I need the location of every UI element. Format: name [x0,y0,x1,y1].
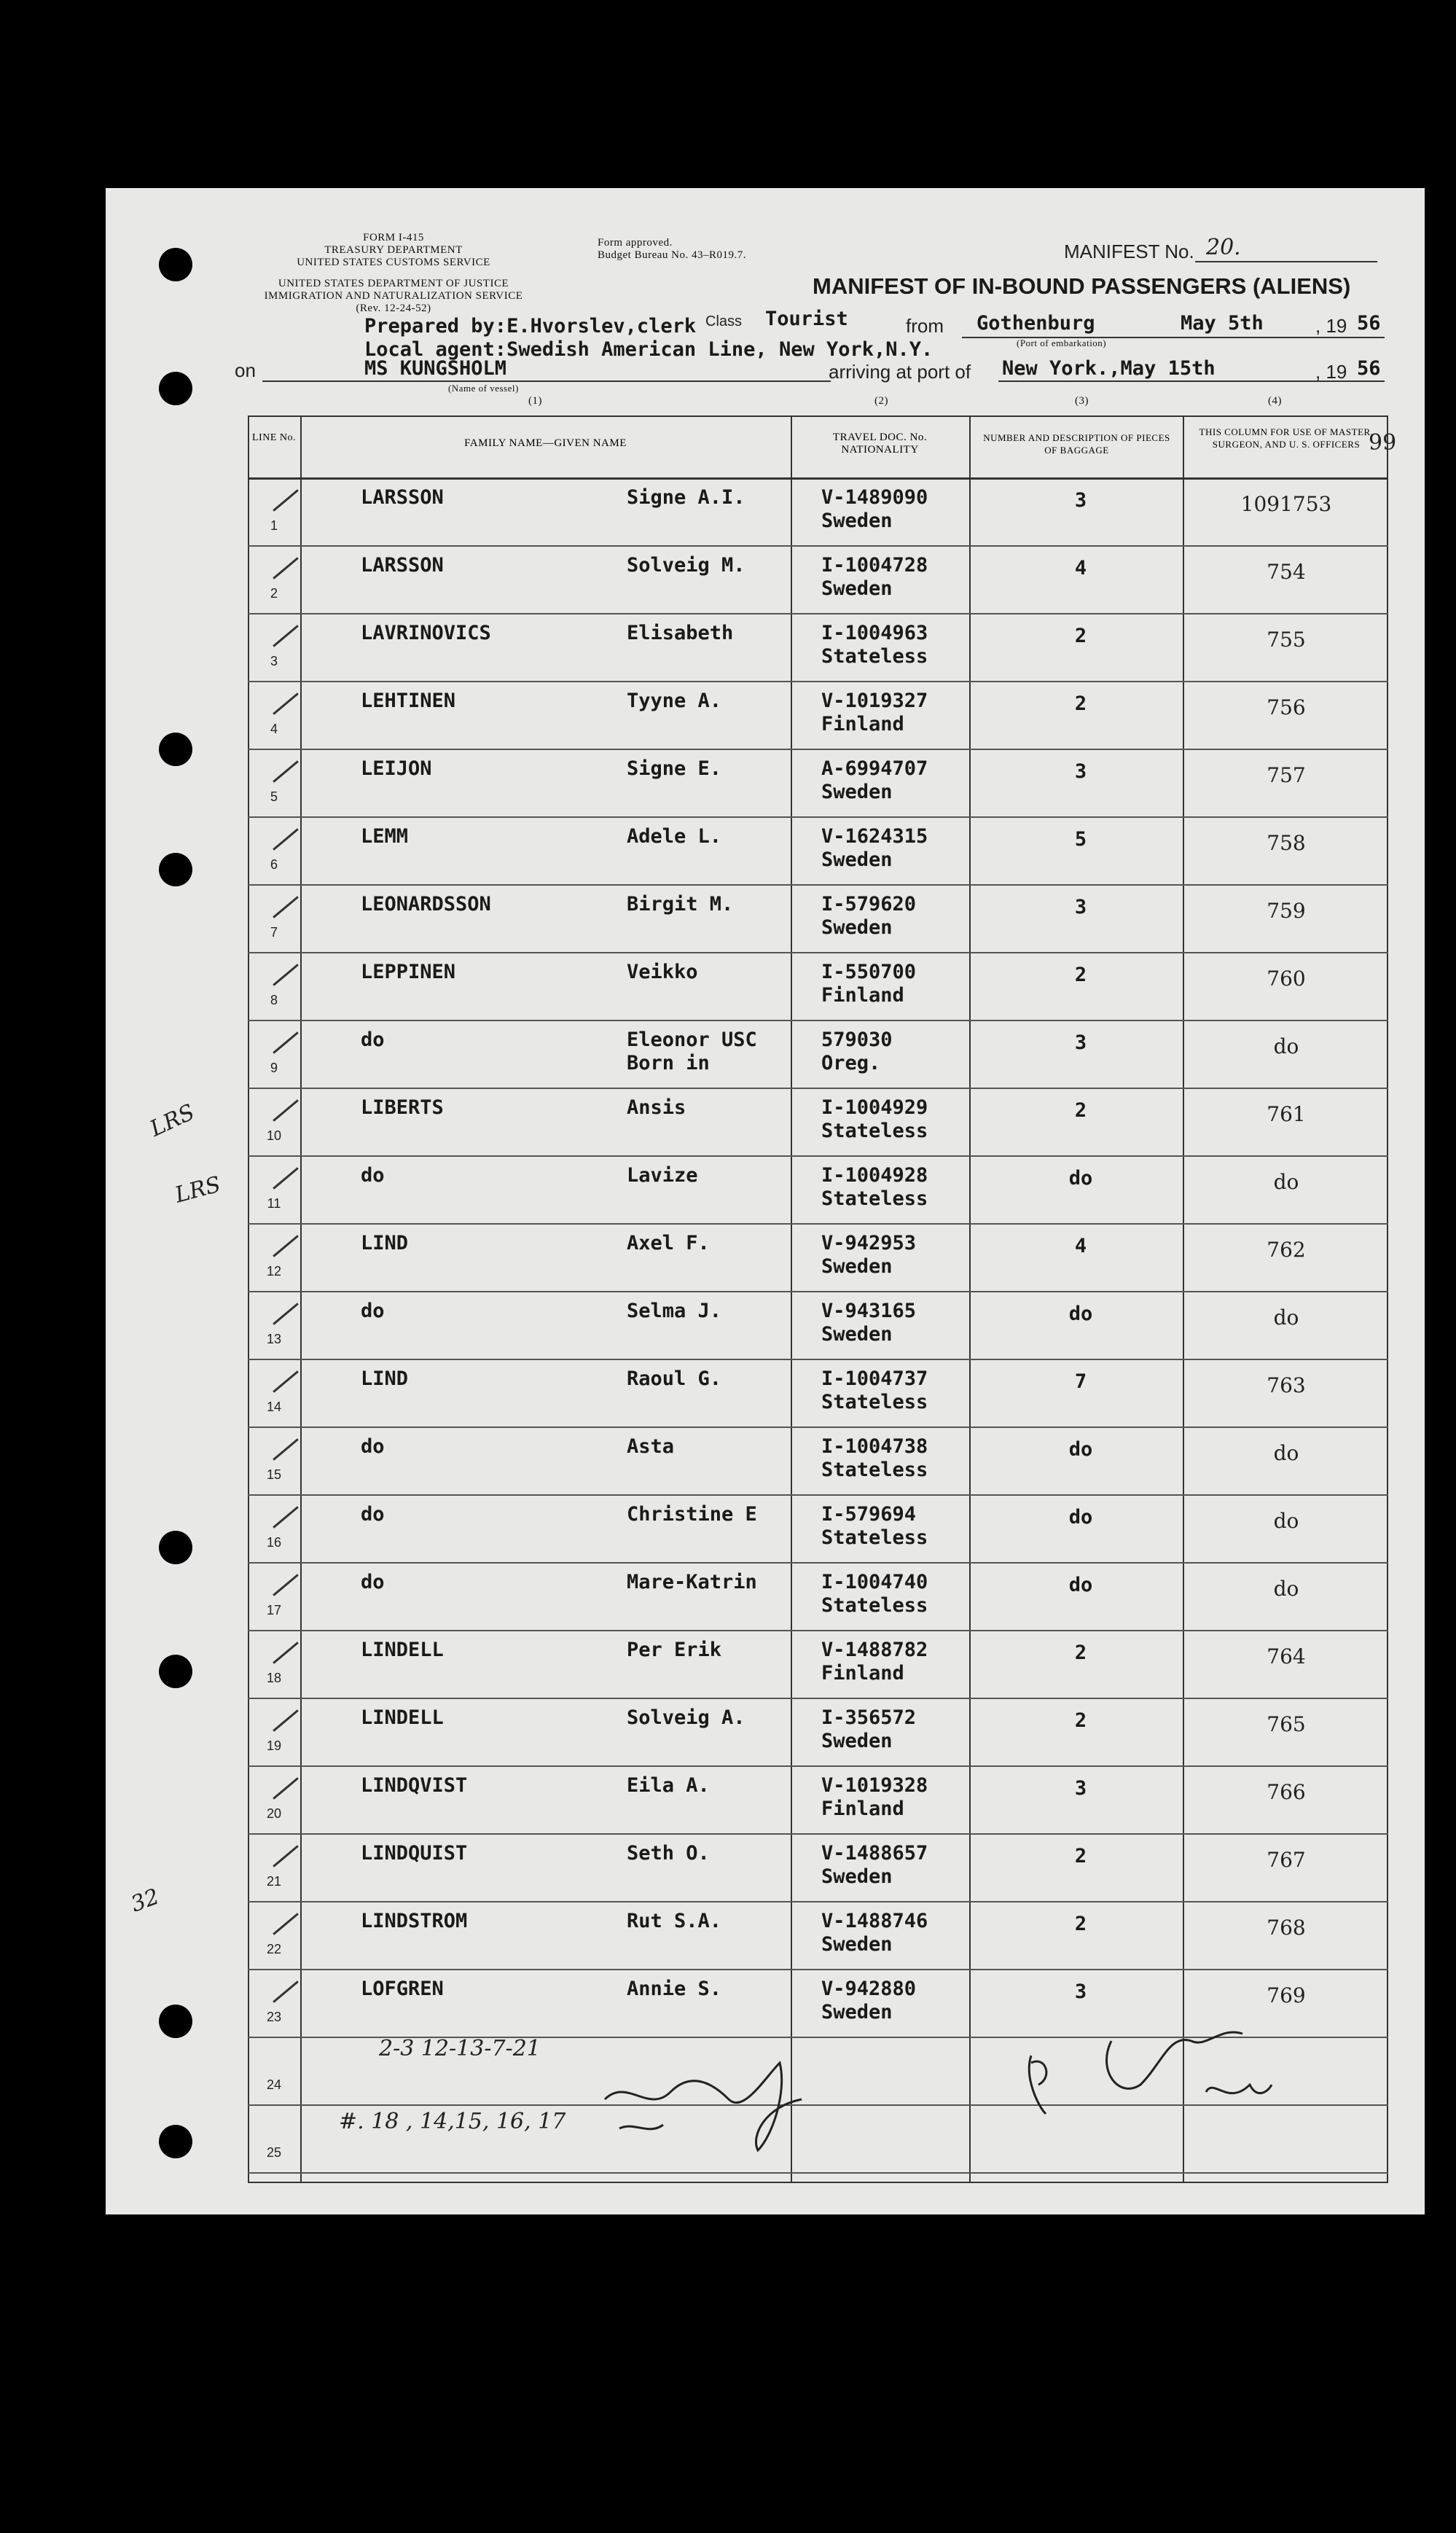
table-row [248,816,1388,886]
doc-number: I-579694 [821,1503,917,1526]
doc-number: V-943165 [821,1300,917,1322]
col-header-baggage: NUMBER AND DESCRIPTION OF PIECES OF BAGGAGE [983,432,1170,456]
officer-number: 767 [1267,1848,1306,1872]
baggage-count: 4 [1074,557,1087,579]
nationality: Sweden [821,781,893,803]
travel-doc [821,893,916,940]
check-mark [273,1506,299,1529]
doc-number: V-1489090 [821,486,928,509]
line-number: 18 [266,1671,282,1685]
manifest-number: 20. [1206,235,1241,260]
table-row [248,1765,1388,1835]
officer-number: 760 [1267,967,1306,991]
nationality: Stateless [821,1187,928,1210]
nationality: Sweden [821,1933,893,1956]
margin-note-3: 32 [128,1884,163,1918]
family-name: LINDELL [361,1706,444,1729]
baggage-count: 4 [1074,1235,1087,1257]
punch-hole [159,853,192,886]
check-mark [273,1167,299,1190]
table-row [248,1291,1388,1360]
doc-number: I-1004929 [821,1096,928,1119]
nationality: Finland [821,1662,904,1685]
depart-date: May 5th [1181,312,1264,335]
line-number: 13 [266,1332,282,1346]
prepared-by: Prepared by:E.Hvorslev,clerk [364,315,697,337]
check-mark [273,1709,299,1732]
line-number: 24 [266,2077,282,2092]
nationality: Sweden [821,1865,893,1888]
baggage-count: 2 [1074,1642,1087,1664]
travel-doc [821,961,916,1007]
officer-number: 761 [1267,1102,1306,1126]
officer-number: 764 [1267,1644,1306,1668]
line-number: 1 [270,518,278,533]
line-number: 23 [266,2010,282,2024]
table-row [248,1630,1388,1699]
doc-number: V-942953 [821,1232,917,1254]
travel-doc [821,622,928,668]
approval-block [598,237,746,262]
table-row [248,1359,1388,1428]
officer-number: 758 [1267,831,1306,855]
given-name: Rut S.A. [627,1910,722,1932]
doc-number: V-942880 [821,1978,917,2000]
family-name: LEIJON [361,757,432,780]
line-number: 14 [266,1400,282,1414]
check-mark [273,1642,299,1664]
check-mark [273,557,299,579]
arrival-line [998,380,1385,382]
baggage-count: do [1068,1506,1093,1529]
officer-number: do [1273,1305,1299,1330]
travel-doc [821,757,928,804]
family-name: LINDELL [361,1639,444,1661]
customs-service: UNITED STATES CUSTOMS SERVICE [297,257,490,268]
table-row [248,749,1388,818]
given-name: Elisabeth [627,622,734,644]
check-mark [273,1370,299,1393]
travel-doc [821,1910,928,1956]
travel-doc [821,1367,928,1414]
on-label: on [235,359,256,381]
depart-year: 56 [1357,312,1381,335]
travel-doc [821,1706,916,1753]
check-mark [273,1235,299,1257]
doc-number: I-1004728 [821,554,928,577]
given-name: Solveig M. [627,554,745,577]
arriving-label: arriving at port of [829,361,971,383]
form-number: FORM I-415 [363,232,424,243]
doc-number: V-1488746 [821,1910,928,1932]
line-number: 3 [270,654,278,668]
family-name: LINDQVIST [361,1774,468,1797]
baggage-count: do [1068,1438,1093,1461]
check-mark [273,692,299,715]
given-name: Mare-Katrin [627,1571,757,1593]
given-name: Annie S. [627,1978,722,2000]
line-number: 9 [270,1061,278,1075]
punch-hole [159,1531,192,1564]
family-name: LIND [361,1232,409,1254]
given-name: Axel F. [627,1232,710,1254]
line-number: 25 [266,2145,282,2160]
officer-number: 756 [1267,695,1306,719]
table-row [248,1562,1388,1631]
line-number: 2 [270,586,278,601]
family-name: LARSSON [361,486,444,509]
doc-number: I-1004963 [821,622,928,644]
line-number: 10 [266,1128,282,1143]
baggage-count: 2 [1074,625,1087,647]
line-number: 22 [266,1942,282,1956]
baggage-count: 3 [1074,1980,1087,2003]
manifest-title: MANIFEST OF IN-BOUND PASSENGERS (ALIENS) [813,273,1351,299]
nationality: Stateless [821,645,928,668]
family-name: LEMM [361,825,409,848]
baggage-count: 2 [1074,1099,1087,1122]
check-mark [273,828,299,851]
col-header-doc: TRAVEL DOC. No. NATIONALITY [832,432,928,456]
given-name: Asta [627,1435,675,1458]
table-row [248,1088,1388,1157]
table-row [248,952,1388,1021]
line-number: 16 [266,1535,282,1550]
ins-service: IMMIGRATION AND NATURALIZATION SERVICE [264,290,523,302]
doc-number: I-1004928 [821,1164,928,1187]
margin-note-1: LRS [146,1099,199,1142]
arrival-year-prefix: , 19 [1315,361,1347,383]
family-name: LEHTINEN [361,690,456,712]
line-number: 12 [266,1264,282,1279]
travel-doc [821,1503,928,1550]
given-name: Solveig A. [627,1706,745,1729]
travel-doc [821,1029,893,1075]
family-name: do [361,1164,385,1187]
doc-number: I-550700 [821,961,917,983]
form-info [248,232,539,315]
given-name: Christine E [627,1503,757,1526]
manifest-label: MANIFEST No. [1064,241,1194,262]
family-name: do [361,1435,385,1458]
doc-number: V-1019328 [821,1774,928,1797]
check-mark [273,1777,299,1800]
family-name: do [361,1300,385,1322]
officer-number: do [1273,1441,1299,1465]
table-row [248,545,1388,614]
depart-year-prefix: , 19 [1315,315,1347,337]
punch-hole [159,2005,192,2038]
baggage-count: 3 [1074,1031,1087,1054]
col-header-line: LINE No. [252,432,296,443]
nationality: Sweden [821,1323,893,1346]
nationality: Oreg. [821,1052,881,1074]
line-number: 19 [266,1738,282,1753]
check-mark [273,625,299,647]
nationality: Stateless [821,1120,928,1142]
line-number: 4 [270,722,278,736]
check-mark [273,964,299,986]
family-name: LOFGREN [361,1978,444,2000]
nationality: Stateless [821,1459,928,1481]
given-name: Raoul G. [627,1367,722,1390]
travel-doc [821,1639,928,1685]
nationality: Stateless [821,1594,928,1617]
travel-doc [821,690,928,736]
table-row [248,1155,1388,1225]
line-number: 6 [270,857,278,872]
signature-scribble [598,2048,816,2165]
nationality: Stateless [821,1526,928,1549]
line-number: 5 [270,789,278,804]
table-header [248,415,1388,480]
baggage-count: 7 [1074,1370,1087,1393]
revision: (Rev. 12-24-52) [356,303,431,314]
line-number: 7 [270,925,278,940]
officer-signature [1017,2012,1279,2143]
line-number: 21 [266,1874,282,1889]
check-mark [273,1303,299,1325]
baggage-count: do [1068,1167,1093,1190]
travel-doc [821,1774,928,1821]
travel-doc [821,1978,916,2024]
from-label: from [906,315,944,337]
line-number: 8 [270,993,278,1007]
note-line-24: 2-3 12-13-7-21 [379,2036,541,2061]
baggage-count: 2 [1074,1845,1087,1867]
family-name: LEPPINEN [361,961,456,983]
baggage-count: do [1068,1574,1093,1596]
travel-doc [821,1571,928,1617]
officer-number: 757 [1267,763,1306,787]
family-name: do [361,1571,385,1593]
officer-number: do [1273,1170,1299,1194]
travel-doc [821,486,928,533]
col-header-name: FAMILY NAME—GIVEN NAME [464,437,627,449]
officer-number: 759 [1267,899,1306,923]
doc-number: V-1624315 [821,825,928,848]
nationality: Sweden [821,1730,893,1752]
given-name: Adele L. [627,825,722,848]
travel-doc [821,825,928,872]
table-row [248,1426,1388,1496]
line-number: 20 [266,1806,282,1821]
arrival-year: 56 [1357,357,1381,380]
manifest-line [1195,261,1377,262]
col-header-officers: THIS COLUMN FOR USE OF MASTER, SURGEON, AND U. S. OFFICERS [1199,426,1374,450]
nationality: Sweden [821,510,893,532]
punch-hole [159,372,192,405]
col-number-4: (4) [1268,395,1282,407]
punch-hole [159,1655,192,1688]
family-name: LEONARDSSON [361,893,491,916]
officer-number: do [1273,1034,1299,1058]
vessel-note: (Name of vessel) [448,383,519,394]
nationality: Sweden [821,577,893,600]
baggage-count: 3 [1074,760,1087,783]
travel-doc [821,554,928,601]
class-value: Tourist [765,308,848,330]
check-mark [273,760,299,783]
given-name: Eila A. [627,1774,710,1797]
nationality: Stateless [821,1391,928,1413]
margin-note-2: LRS [172,1171,224,1209]
table-row [248,681,1388,750]
check-mark [273,896,299,918]
nationality: Sweden [821,1255,893,1278]
justice-dept: UNITED STATES DEPARTMENT OF JUSTICE [278,278,509,289]
officer-number: 768 [1267,1916,1306,1940]
baggage-count: 2 [1074,1709,1087,1732]
vessel-name: MS KUNGSHOLM [364,357,507,380]
check-mark [273,1913,299,1935]
table-row [248,1494,1388,1564]
table-row [248,1698,1388,1767]
baggage-count: 2 [1074,964,1087,986]
doc-number: V-1488782 [821,1639,928,1661]
baggage-count: 3 [1074,896,1087,918]
baggage-count: 3 [1074,489,1087,512]
nationality: Sweden [821,848,893,871]
family-name: LIBERTS [361,1096,444,1119]
doc-number: V-1488657 [821,1842,928,1865]
check-mark [273,1031,299,1054]
baggage-count: 3 [1074,1777,1087,1800]
given-name: Lavize [627,1164,698,1187]
page-number: 99 [1369,430,1397,456]
note-line-25: #. 18 , 14,15, 16, 17 [339,2109,566,2134]
given-name: Eleonor USC Born in [627,1029,757,1074]
officer-number: 755 [1267,628,1306,652]
travel-doc [821,1300,916,1346]
officer-number: 766 [1267,1780,1306,1804]
punch-hole [159,248,192,281]
officer-number: 762 [1267,1238,1306,1262]
officer-number: 763 [1267,1373,1306,1397]
nationality: Sweden [821,2001,893,2023]
baggage-count: 2 [1074,1913,1087,1935]
doc-number: I-579620 [821,893,917,916]
family-name: LINDSTROM [361,1910,468,1932]
punch-hole [159,733,192,766]
family-name: do [361,1503,385,1526]
table-row [248,1833,1388,1902]
given-name: Ansis [627,1096,686,1119]
family-name: do [361,1029,385,1051]
check-mark [273,1099,299,1122]
table-row [248,884,1388,953]
vessel-line [262,380,831,382]
form-approved: Form approved. [598,237,673,249]
travel-doc [821,1232,916,1279]
line-number: 11 [267,1196,281,1211]
check-mark [273,1438,299,1461]
doc-number: 579030 [821,1029,893,1051]
port-note: (Port of embarkation) [1017,337,1107,348]
check-mark [273,489,299,512]
baggage-count: do [1068,1303,1093,1325]
nationality: Finland [821,984,904,1007]
officer-number: do [1273,1509,1299,1533]
table-row [248,1901,1388,1970]
given-name: Birgit M. [627,893,734,916]
from-port: Gothenburg [976,312,1095,335]
local-agent: Local agent:Swedish American Line, New York,N.Y. [364,338,934,361]
officer-number: 1091753 [1240,492,1332,516]
check-mark [273,1574,299,1596]
given-name: Signe E. [627,757,722,780]
table-row [248,477,1388,547]
travel-doc [821,1842,928,1889]
line-number: 17 [266,1603,282,1617]
nationality: Finland [821,713,904,735]
given-name: Tyyne A. [627,690,722,712]
check-mark [273,1845,299,1867]
line-number: 15 [266,1467,282,1482]
arrival-port-date: New York.,May 15th [1002,357,1216,380]
given-name: Signe A.I. [627,486,745,509]
budget-bureau: Budget Bureau No. 43–R019.7. [598,249,746,261]
family-name: LIND [361,1367,409,1390]
doc-number: I-1004737 [821,1367,928,1390]
nationality: Sweden [821,916,893,939]
doc-number: V-1019327 [821,690,928,712]
doc-number: I-1004740 [821,1571,928,1593]
passenger-table [248,415,1388,2183]
officer-number: 769 [1267,1983,1306,2007]
class-label: Class [705,313,743,329]
family-name: LINDQUIST [361,1842,468,1865]
punch-hole [159,2125,192,2158]
baggage-count: 2 [1074,692,1087,715]
nationality: Finland [821,1798,904,1820]
col-number-2: (2) [874,395,888,407]
given-name: Seth O. [627,1842,710,1865]
officer-number: 754 [1267,560,1306,584]
doc-number: I-1004738 [821,1435,928,1458]
doc-number: I-356572 [821,1706,917,1729]
given-name: Per Erik [627,1639,722,1661]
officer-number: 765 [1267,1712,1306,1736]
col-number-3: (3) [1075,395,1089,407]
family-name: LAVRINOVICS [361,622,491,644]
table-row [248,1223,1388,1292]
given-name: Selma J. [627,1300,722,1322]
table-row [248,613,1388,682]
table-row [248,1020,1388,1089]
check-mark [273,1980,299,2003]
travel-doc [821,1164,928,1211]
travel-doc [821,1435,928,1482]
given-name: Veikko [627,961,698,983]
family-name: LARSSON [361,554,444,577]
treasury-dept: TREASURY DEPARTMENT [324,244,463,256]
doc-number: A-6994707 [821,757,928,780]
baggage-count: 5 [1074,828,1087,851]
travel-doc [821,1096,928,1143]
officer-number: do [1273,1577,1299,1601]
col-number-1: (1) [528,395,542,407]
